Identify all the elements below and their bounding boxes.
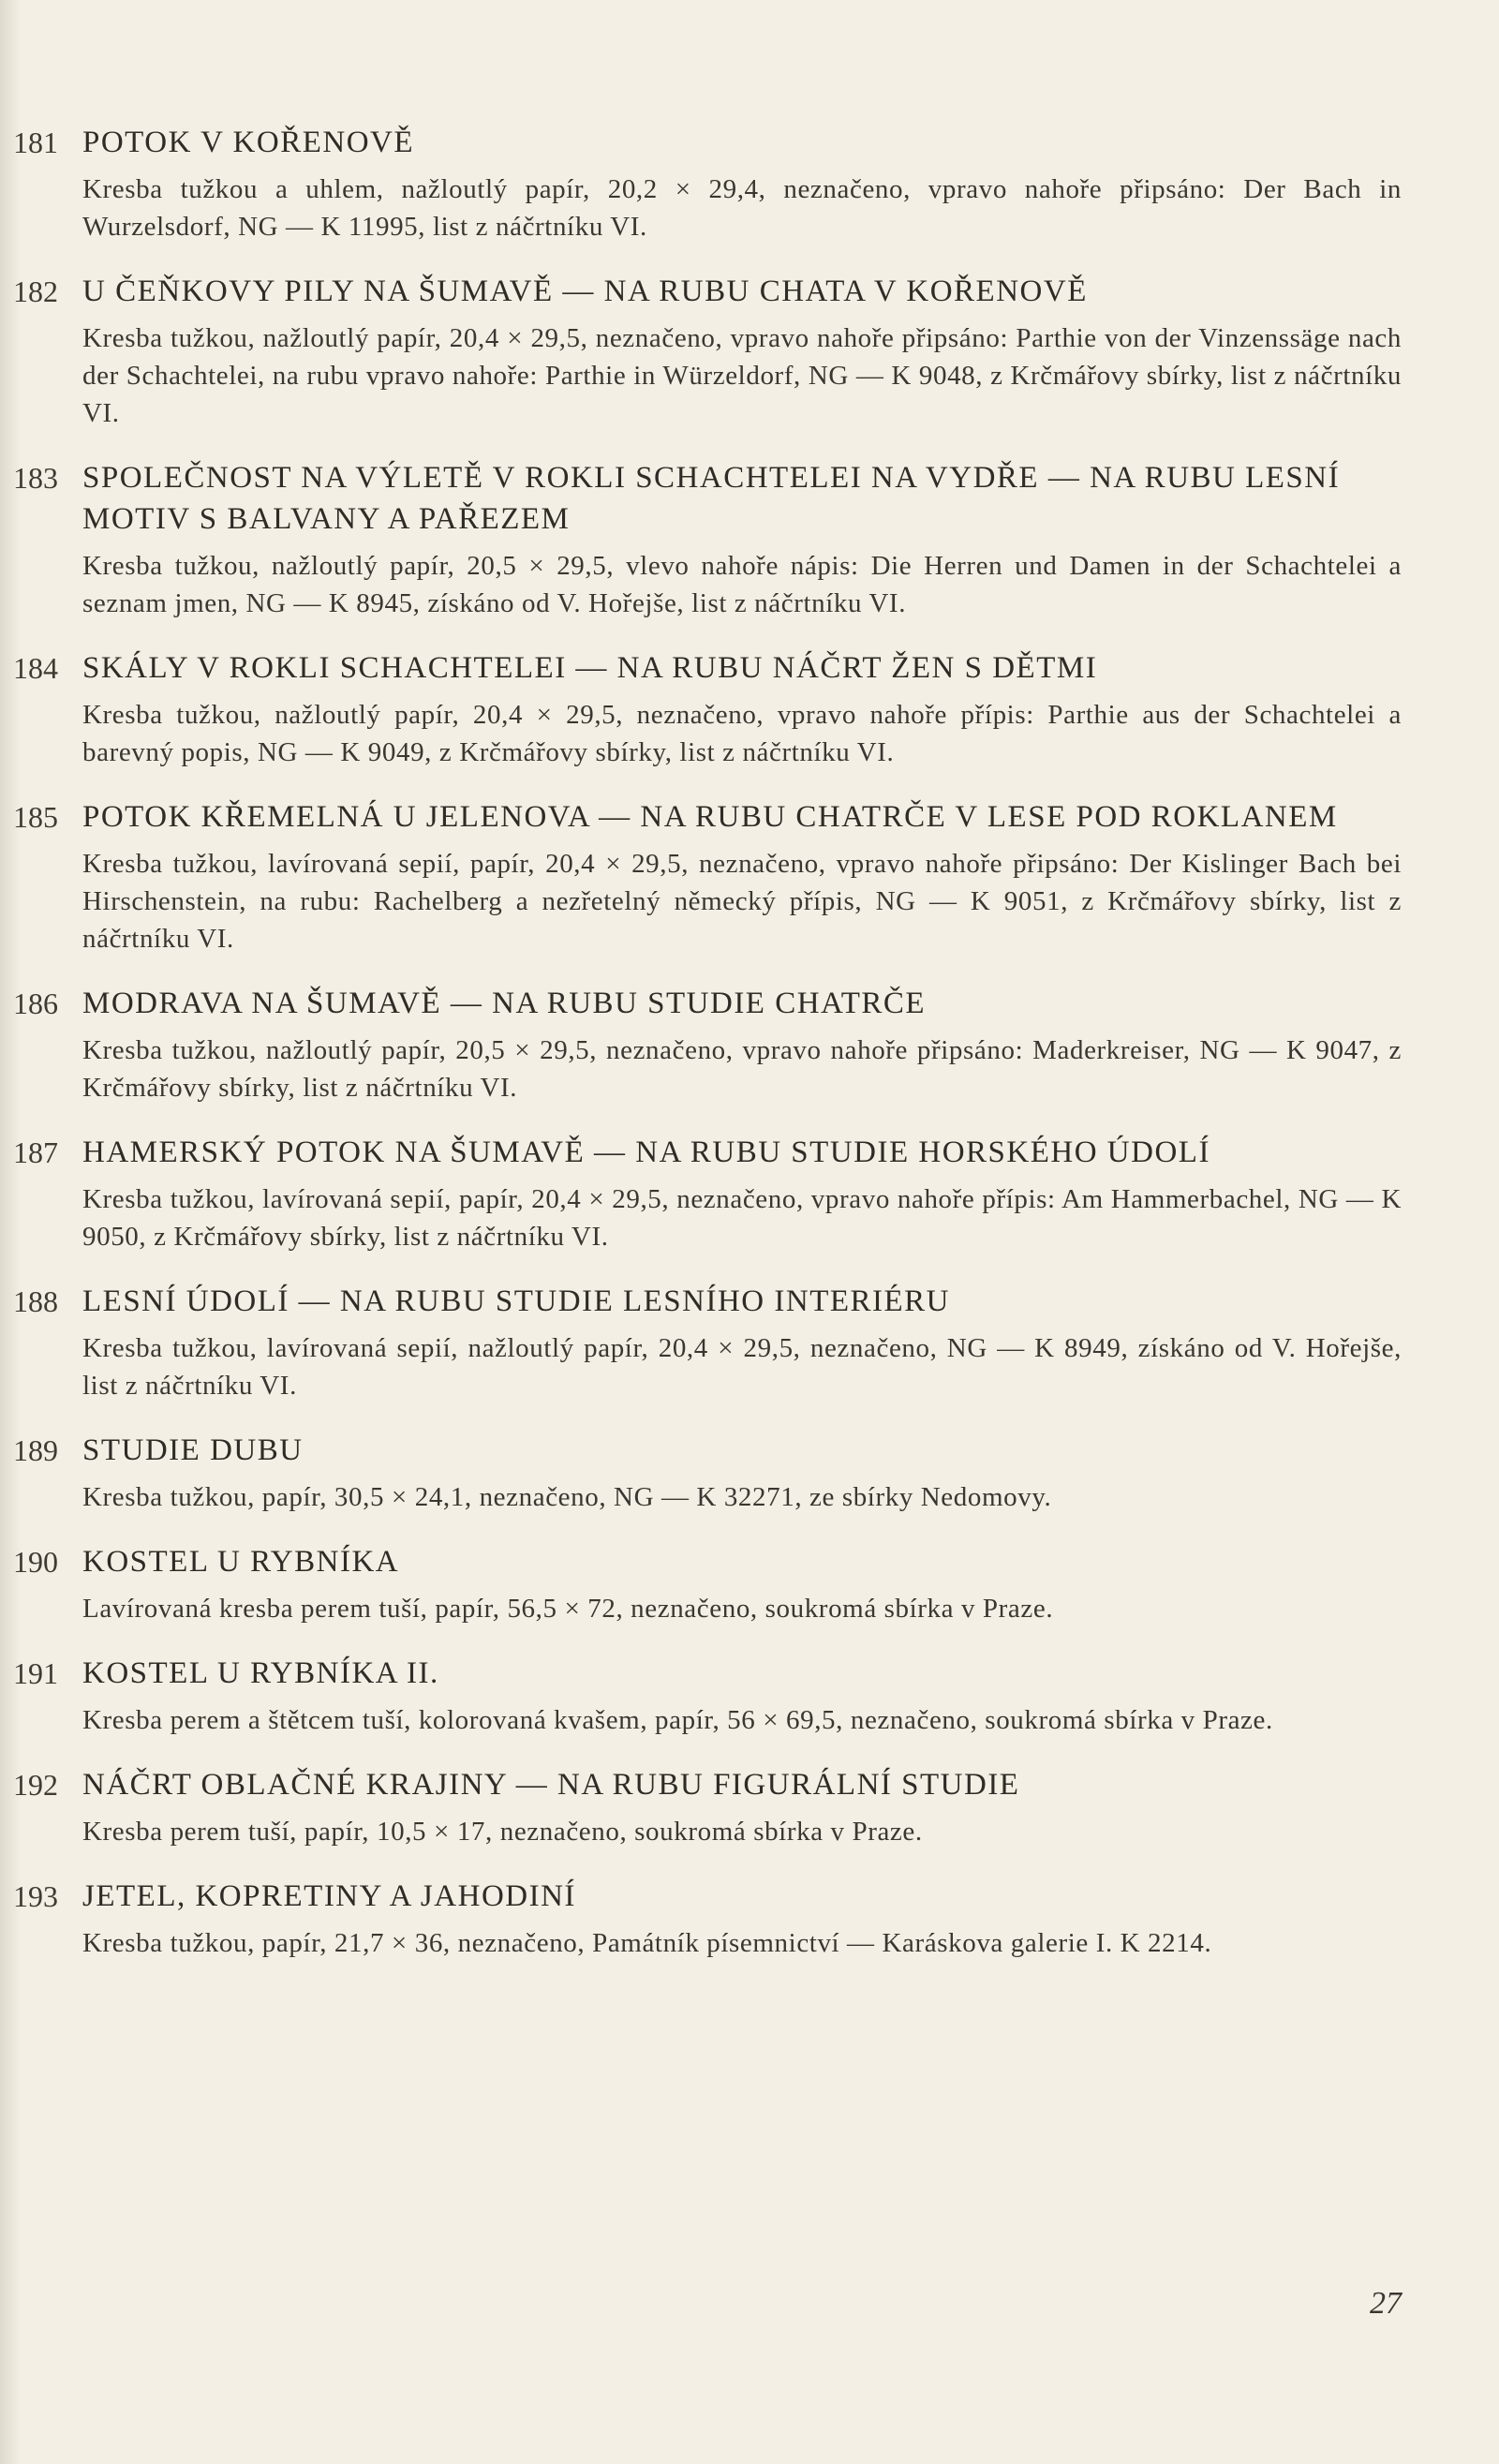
entry-number: 190	[13, 1545, 58, 1579]
entry-title: HAMERSKÝ POTOK NA ŠUMAVĚ — NA RUBU STUDIE HORSKÉHO ÚDOLÍ	[82, 1136, 1210, 1169]
catalog-entry	[0, 271, 1499, 432]
catalog-entry	[0, 1132, 1499, 1255]
catalog-entry	[0, 457, 1499, 622]
catalog-entry	[0, 1541, 1499, 1627]
entry-description: Kresba tužkou, nažloutlý papír, 20,4 × 29,5, neznačeno, vpravo nahoře přípis: Parthie aus der Schachtelei a barevný popis, NG — K 9049, z Krčmářovy sbírky, list z náčrtníku VI.	[82, 700, 1402, 767]
entry-title: JETEL, KOPRETINY A JAHODINÍ	[82, 1879, 576, 1913]
catalog-entry	[0, 122, 1499, 245]
entry-description: Kresba tužkou, nažloutlý papír, 20,4 × 29,5, neznačeno, vpravo nahoře připsáno: Parthie von der Vinzenssäge nach der Schachtelei, na rubu vpravo nahoře: Parthie in Würzeldorf, NG — K 9048, z Krčmářovy sbírky, list z náčrtníku VI.	[82, 323, 1402, 428]
entry-title: LESNÍ ÚDOLÍ — NA RUBU STUDIE LESNÍHO INTERIÉRU	[82, 1284, 951, 1318]
entry-description: Kresba tužkou, papír, 21,7 × 36, neznačeno, Památník písemnictví — Karáskova galerie I. K 2214.	[82, 1928, 1212, 1958]
entry-title: KOSTEL U RYBNÍKA	[82, 1545, 400, 1579]
entry-number: 187	[13, 1136, 58, 1169]
entry-description: Kresba perem tuší, papír, 10,5 × 17, neznačeno, soukromá sbírka v Praze.	[82, 1817, 923, 1847]
entry-number: 188	[13, 1284, 58, 1318]
catalog-list	[0, 122, 1499, 1987]
catalog-entry	[0, 983, 1499, 1106]
entry-number: 186	[13, 987, 58, 1020]
entry-number: 184	[13, 651, 58, 685]
entry-description: Kresba tužkou, nažloutlý papír, 20,5 × 29,5, vlevo nahoře nápis: Die Herren und Damen in der Schachtelei a seznam jmen, NG — K 8945, získáno od V. Hořejše, list z náčrtníku VI.	[82, 551, 1402, 618]
entry-description: Kresba perem a štětcem tuší, kolorovaná kvašem, papír, 56 × 69,5, neznačeno, soukromá sbírka v Praze.	[82, 1705, 1273, 1735]
entry-description: Kresba tužkou, nažloutlý papír, 20,5 × 29,5, neznačeno, vpravo nahoře připsáno: Maderkreiser, NG — K 9047, z Krčmářovy sbírky, list z náčrtníku VI.	[82, 1035, 1402, 1103]
entry-number: 182	[13, 275, 58, 308]
entry-number: 181	[13, 126, 58, 159]
entry-description: Kresba tužkou, lavírovaná sepií, papír, 20,4 × 29,5, neznačeno, vpravo nahoře přípis: Am Hammerbachel, NG — K 9050, z Krčmářovy sbírky, list z náčrtníku VI.	[82, 1184, 1402, 1252]
entry-number: 191	[13, 1656, 58, 1690]
entry-description: Lavírovaná kresba perem tuší, papír, 56,5 × 72, neznačeno, soukromá sbírka v Praze.	[82, 1594, 1054, 1624]
entry-description: Kresba tužkou, lavírovaná sepií, papír, 20,4 × 29,5, neznačeno, vpravo nahoře připsáno: Der Kislinger Bach bei Hirschenstein, na rubu: Rachelberg a nezřetelný německý přípis, NG — K 9051, z Krčmářovy sbírky, list z náčrtníku VI.	[82, 849, 1402, 954]
entry-description: Kresba tužkou, papír, 30,5 × 24,1, neznačeno, NG — K 32271, ze sbírky Nedomovy.	[82, 1482, 1052, 1512]
entry-title: U ČEŇKOVY PILY NA ŠUMAVĚ — NA RUBU CHATA V KOŘENOVĚ	[82, 275, 1088, 308]
entry-title: SPOLEČNOST NA VÝLETĚ V ROKLI SCHACHTELEI NA VYDŘE — NA RUBU LESNÍ MOTIV S BALVANY A PAŘEZEM	[82, 461, 1341, 536]
catalog-entry	[0, 647, 1499, 771]
catalog-entry	[0, 1876, 1499, 1962]
catalog-entry	[0, 1764, 1499, 1850]
catalog-entry	[0, 796, 1499, 957]
page-number: 27	[1370, 2286, 1402, 2321]
entry-title: KOSTEL U RYBNÍKA II.	[82, 1656, 439, 1690]
entry-number: 185	[13, 800, 58, 834]
entry-title: POTOK KŘEMELNÁ U JELENOVA — NA RUBU CHATRČE V LESE POD ROKLANEM	[82, 800, 1338, 834]
entry-number: 183	[13, 461, 58, 495]
entry-number: 192	[13, 1768, 58, 1802]
catalog-entry	[0, 1653, 1499, 1739]
entry-number: 189	[13, 1433, 58, 1467]
entry-title: STUDIE DUBU	[82, 1433, 304, 1467]
entry-description: Kresba tužkou a uhlem, nažloutlý papír, 20,2 × 29,4, neznačeno, vpravo nahoře připsáno: Der Bach in Wurzelsdorf, NG — K 11995, list z náčrtníku VI.	[82, 174, 1402, 242]
entry-title: NÁČRT OBLAČNÉ KRAJINY — NA RUBU FIGURÁLNÍ STUDIE	[82, 1768, 1020, 1802]
entry-title: MODRAVA NA ŠUMAVĚ — NA RUBU STUDIE CHATRČE	[82, 987, 927, 1020]
entry-number: 193	[13, 1879, 58, 1913]
catalog-entry	[0, 1281, 1499, 1404]
entry-description: Kresba tužkou, lavírovaná sepií, nažloutlý papír, 20,4 × 29,5, neznačeno, NG — K 8949, získáno od V. Hořejše, list z náčrtníku VI.	[82, 1333, 1402, 1401]
catalog-entry	[0, 1430, 1499, 1516]
entry-title: POTOK V KOŘENOVĚ	[82, 126, 415, 159]
entry-title: SKÁLY V ROKLI SCHACHTELEI — NA RUBU NÁČRT ŽEN S DĚTMI	[82, 651, 1098, 685]
